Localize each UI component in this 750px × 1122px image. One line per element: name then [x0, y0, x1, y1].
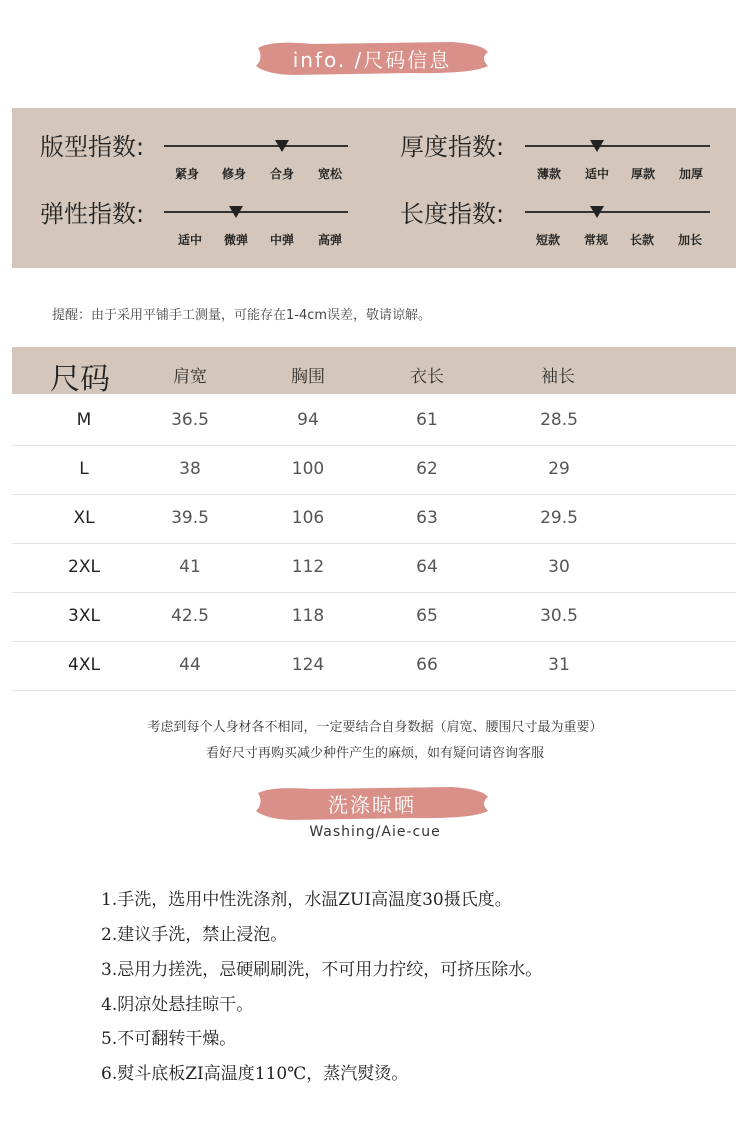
table-row	[12, 494, 736, 544]
chest-cell: 94	[297, 410, 319, 430]
size-header: 尺码	[50, 362, 110, 397]
measurement-note: 提醒：由于采用平铺手工测量，可能存在1-4cm误差，敬请谅解。	[52, 308, 432, 323]
washing-item: 2.建议手洗，禁止浸泡。	[101, 925, 288, 945]
stretch-index-option: 中弹	[269, 233, 294, 247]
table-row	[12, 445, 736, 495]
thickness-index-line	[525, 145, 710, 147]
table-row	[12, 592, 736, 642]
washing-subtitle: Washing/Aie-cue	[309, 824, 441, 840]
sleeve-cell: 31	[548, 655, 570, 675]
fit-index-option: 修身	[221, 167, 246, 181]
thickness-index-option: 厚款	[630, 167, 655, 181]
thickness-index-title: 厚度指数:	[400, 133, 505, 161]
stretch-index-option: 微弹	[223, 233, 248, 247]
washing-item: 1.手洗，选用中性洗涤剂，水温ZUI高温度30摄氏度。	[101, 890, 512, 910]
sleeve-cell: 30.5	[540, 606, 578, 626]
size-cell: L	[79, 459, 89, 479]
length-index-marker	[590, 206, 604, 218]
chest-cell: 100	[291, 459, 325, 479]
shoulder-cell: 36.5	[171, 410, 209, 430]
length-cell: 64	[416, 557, 438, 577]
advice-line: 考虑到每个人身材各不相同，一定要结合自身数据（肩宽、腰围尺寸最为重要）	[147, 720, 603, 735]
sleeve-cell: 29	[548, 459, 570, 479]
length-cell: 65	[416, 606, 438, 626]
shoulder-cell: 42.5	[171, 606, 209, 626]
stretch-index-line	[164, 211, 348, 213]
length-index-option: 长款	[629, 233, 654, 247]
chest-cell: 106	[291, 508, 325, 528]
size-cell: 2XL	[68, 557, 100, 577]
thickness-index-option: 适中	[584, 167, 609, 181]
length-cell: 62	[416, 459, 438, 479]
size-table-header	[12, 347, 736, 394]
length-index-option: 常规	[583, 233, 608, 247]
chest-header: 胸围	[291, 367, 325, 387]
sleeve-cell: 30	[548, 557, 570, 577]
washing-item: 4.阴凉处悬挂晾干。	[101, 995, 254, 1015]
washing-item: 6.熨斗底板ZI高温度110℃，蒸汽熨烫。	[101, 1064, 409, 1084]
table-row	[12, 543, 736, 593]
shoulder-header: 肩宽	[173, 367, 207, 387]
length-cell: 61	[416, 410, 438, 430]
chest-cell: 118	[291, 606, 325, 626]
fit-index-option: 紧身	[174, 167, 199, 181]
length-cell: 63	[416, 508, 438, 528]
fit-index-title: 版型指数:	[40, 133, 145, 161]
length-index-option: 短款	[535, 233, 560, 247]
size-cell: 4XL	[68, 655, 100, 675]
fit-index-marker	[275, 140, 289, 152]
thickness-index-option: 薄款	[536, 167, 561, 181]
fit-index-option: 合身	[269, 167, 294, 181]
stretch-index-marker	[229, 206, 243, 218]
sleeve-cell: 29.5	[540, 508, 578, 528]
chest-cell: 112	[291, 557, 325, 577]
size-cell: XL	[73, 508, 95, 528]
shoulder-cell: 44	[179, 655, 201, 675]
length-index-title: 长度指数:	[400, 200, 505, 228]
size-cell: M	[76, 410, 92, 430]
length-cell: 66	[416, 655, 438, 675]
sleeve-header: 袖长	[541, 367, 575, 387]
thickness-index-option: 加厚	[678, 167, 703, 181]
length-header: 衣长	[410, 367, 444, 387]
chest-cell: 124	[291, 655, 325, 675]
stretch-index-title: 弹性指数:	[40, 200, 145, 228]
sleeve-cell: 28.5	[540, 410, 578, 430]
washing-banner	[252, 784, 492, 822]
shoulder-cell: 39.5	[171, 508, 209, 528]
shoulder-cell: 41	[179, 557, 201, 577]
washing-item: 5.不可翻转干燥。	[101, 1029, 237, 1049]
thickness-index-marker	[590, 140, 604, 152]
washing-item: 3.忌用力搓洗，忌硬刷刷洗，不可用力拧绞，可挤压除水。	[101, 960, 543, 980]
stretch-index-option: 适中	[177, 233, 202, 247]
length-index-line	[525, 211, 710, 213]
fit-index-option: 宽松	[317, 167, 342, 181]
table-row	[12, 641, 736, 691]
info-banner	[252, 38, 492, 78]
size-cell: 3XL	[68, 606, 100, 626]
shoulder-cell: 38	[179, 459, 201, 479]
fit-index-line	[164, 145, 348, 147]
advice-line: 看好尺寸再购买减少种件产生的麻烦，如有疑问请咨询客服	[205, 746, 544, 761]
info-banner-text: info. /尺码信息	[292, 48, 452, 72]
washing-banner-text: 洗涤晾晒	[328, 793, 416, 817]
table-row	[12, 396, 736, 446]
stretch-index-option: 高弹	[317, 233, 342, 247]
length-index-option: 加长	[677, 233, 702, 247]
